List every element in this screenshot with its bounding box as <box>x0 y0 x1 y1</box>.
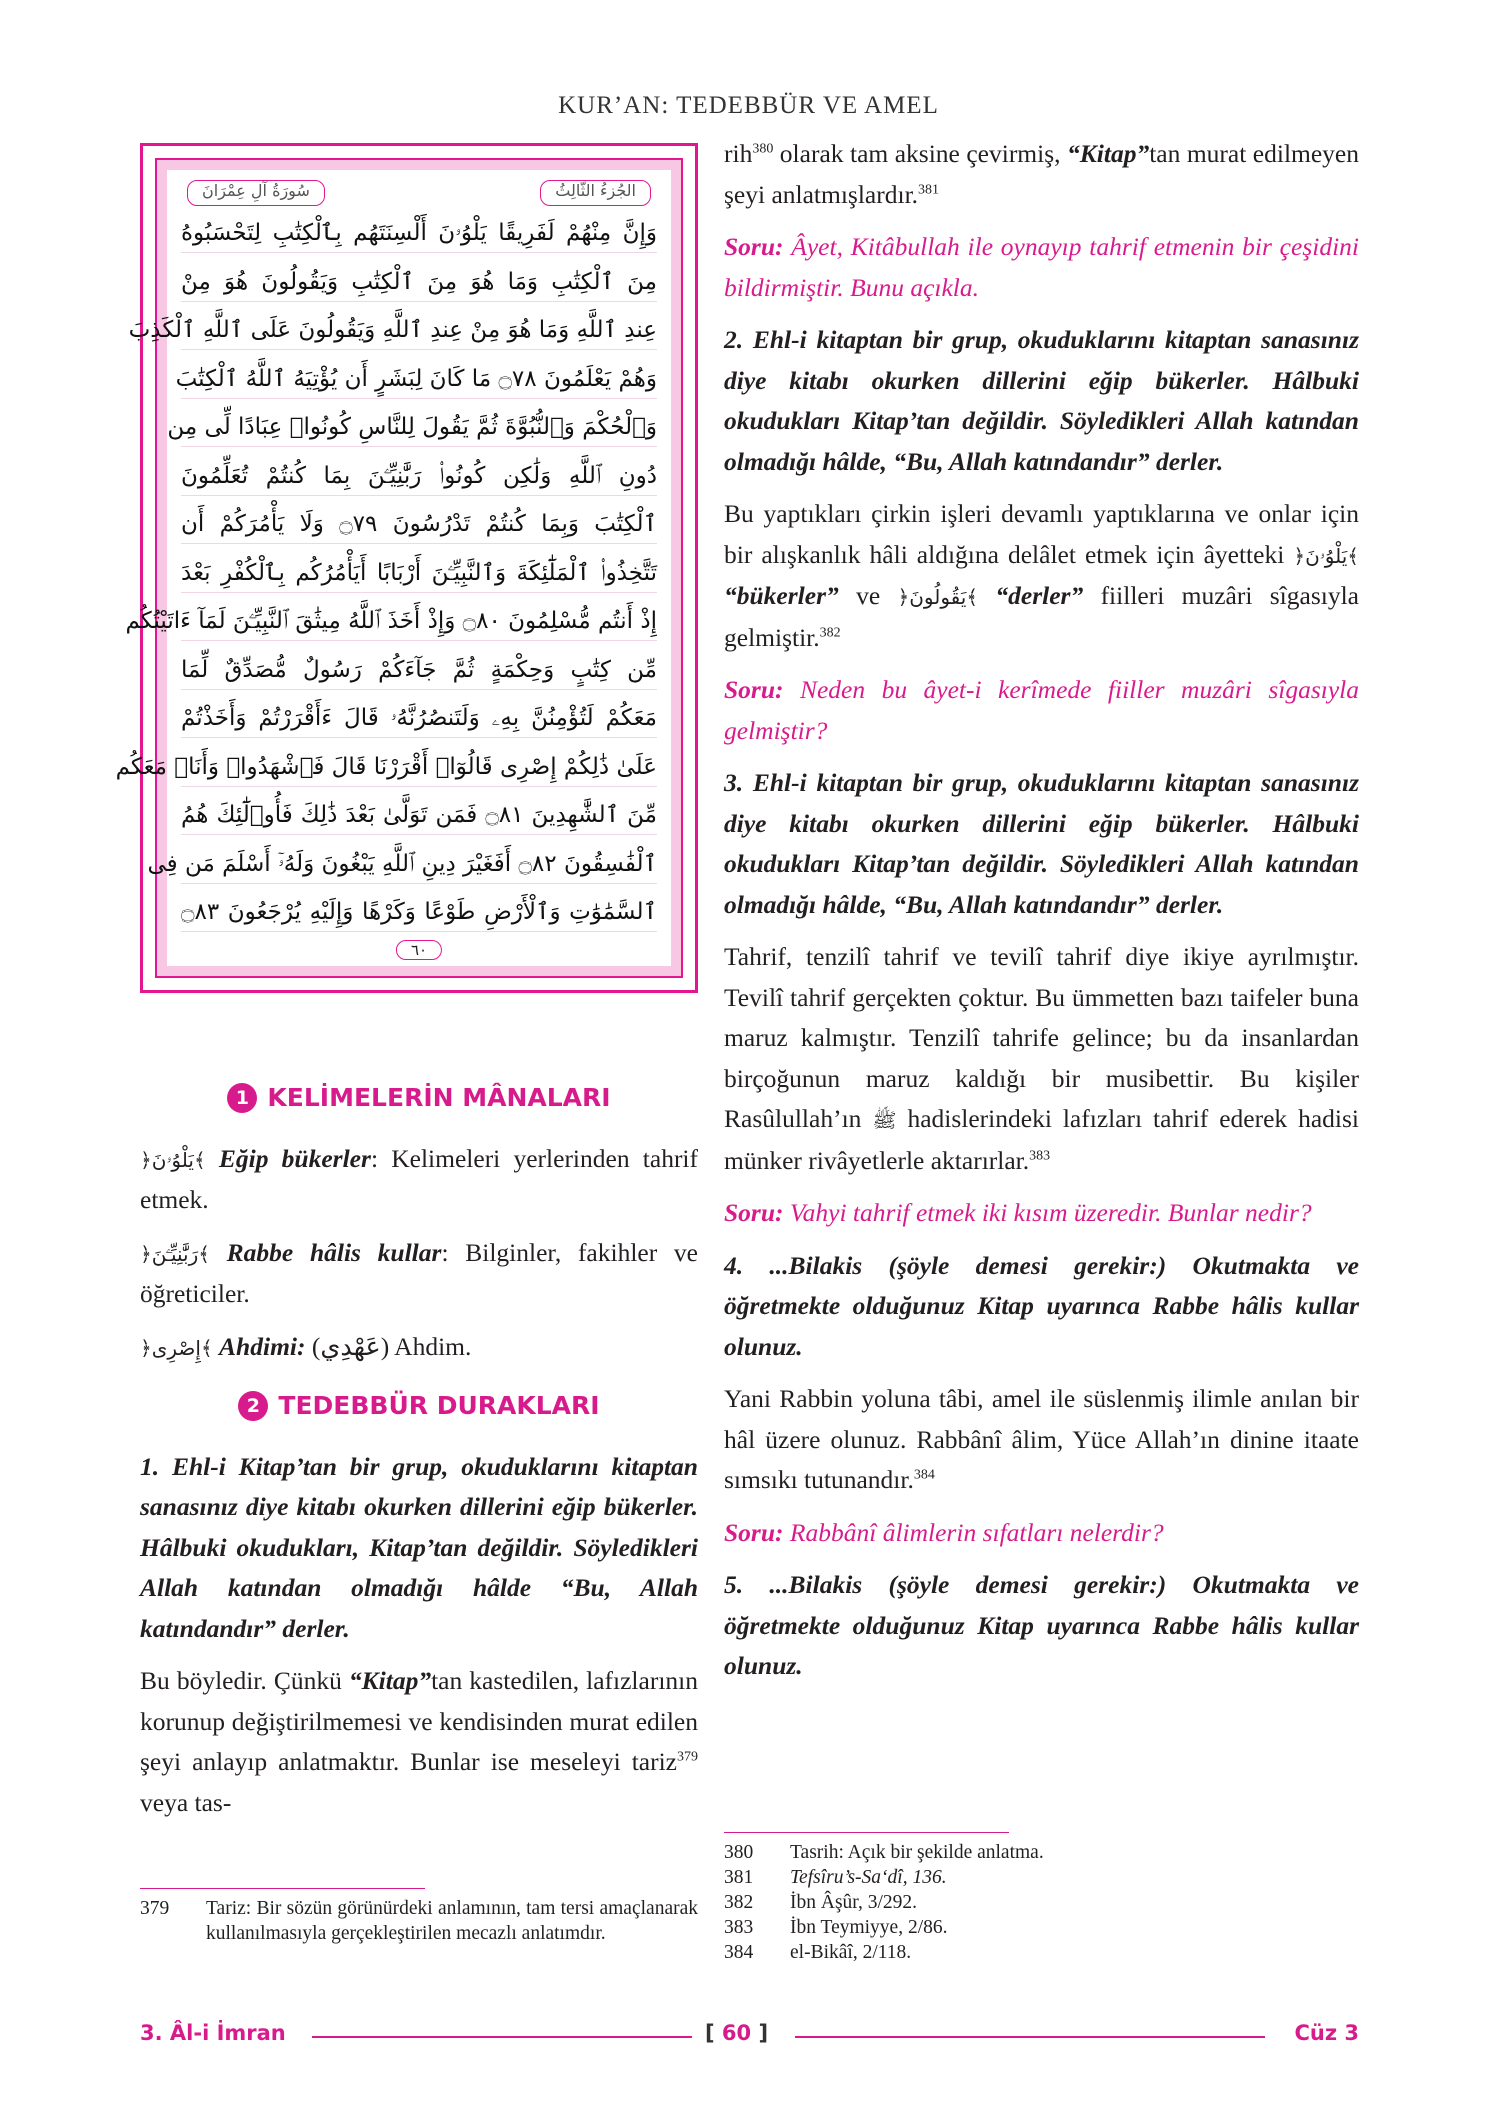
emphasis: “Kitap” <box>348 1666 432 1695</box>
footnote-number: 384 <box>724 1942 754 1963</box>
footnote <box>724 1840 1359 1865</box>
footnote <box>140 1896 698 1946</box>
footnote-text: el-Bikâî, 2/118. <box>790 1942 912 1963</box>
word-entry <box>140 1233 698 1315</box>
word-entry <box>140 1327 698 1369</box>
reflection-point: 1. Ehl-i Kitap’tan bir grup, okuduklarını kitaptan sanasınız diye kitabı okurken dillerini eğip bükerler. Hâlbuki okudukları, Kitap’tan değildir. Söyledikleri Allah katından olmadığı hâlde “Bu, Allah katındandır” derler. <box>140 1451 698 1643</box>
footnote-rule <box>140 1888 425 1889</box>
word-term: Eğip bükerler <box>218 1143 371 1173</box>
body-paragraph <box>140 1661 698 1823</box>
footnote <box>724 1940 1359 1965</box>
body-paragraph <box>724 1379 1359 1501</box>
question-label: Soru: <box>724 675 784 704</box>
body-paragraph <box>724 134 1359 215</box>
arabic-word: ﴿إِصْرِى﴾ <box>140 1335 213 1360</box>
mushaf-header <box>187 180 651 206</box>
footnotes-right <box>724 1840 1359 1965</box>
footnote-ref[interactable]: 383 <box>1029 1148 1051 1163</box>
salawat-glyph: ﷺ <box>872 1108 897 1132</box>
text: veya tas- <box>140 1787 232 1817</box>
footnote-number: 379 <box>140 1898 170 1919</box>
text: Tahrif, tenzilî tahrif ve tevilî tahrif diye ikiye ayrılmıştır. Tevilî tahrif gerçekten çoktur. Bu ümmetten bazı taifeler buna maruz kalmıştır. Tenzilî tahrife gelince; bu da insanlardan birçoğunun maruz kaldığı bir musibettir. Bu kişiler Rasûlullah’ın <box>724 942 1359 1133</box>
ayah-line: وَإِنَّ مِنْهُمْ لَفَرِيقًا يَلْوُۥنَ أَلْسِنَتَهُم بِٱلْكِتَٰبِ لِتَحْسَبُوهُ <box>181 214 657 253</box>
section-title: TEDEBBÜR DURAKLARI <box>278 1391 600 1420</box>
arabic-word: ﴿يَقُولُونَ﴾ <box>897 585 979 609</box>
word-entry <box>140 1139 698 1221</box>
text: hadislerindeki lafızları tahrif ederek hadisi münker rivâyetlerle aktarırlar. <box>724 1104 1359 1175</box>
footnote-text: Tariz: Bir sözün görünürdeki anlamının, tam tersi amaçlanarak kullanılmasıyla gerçekleştirilen mecazlı anlatımdır. <box>206 1898 698 1944</box>
emphasis: “derler” <box>978 581 1084 610</box>
bracket: ] <box>758 2021 769 2045</box>
right-column <box>724 134 1359 1699</box>
ayah-line: مَعَكُمْ لَتُؤْمِنُنَّ بِهِۦ وَلَتَنصُرُنَّهُۥ قَالَ ءَأَقْرَرْتُمْ وَأَخَذْتُمْ <box>181 699 657 738</box>
emphasis: “bükerler” <box>724 581 839 610</box>
text: Bu böyledir. Çünkü <box>140 1666 349 1695</box>
surah-label: سُورَةُ آلِ عِمْرَانَ <box>187 180 325 206</box>
ayah-line: عِندِ ٱللَّهِ وَمَا هُوَ مِنْ عِندِ ٱللَّهِ وَيَقُولُونَ عَلَى ٱللَّهِ ٱلْكَذِبَ <box>181 311 657 350</box>
mushaf-frame <box>115 160 681 976</box>
ayah-line: مِّنَ ٱلشَّٰهِدِينَ ۝٨١ فَمَن تَوَلَّىٰ بَعْدَ ذَٰلِكَ فَأُو۟لَٰٓئِكَ هُمُ <box>181 796 657 835</box>
ayah-line: ٱلْكِتَٰبَ وَبِمَا كُنتُمْ تَدْرُسُونَ ۝٧٩ وَلَا يَأْمُرَكُمْ أَن <box>181 505 657 544</box>
page-number: 60 <box>721 2021 752 2045</box>
footnotes-left <box>140 1896 698 1946</box>
text: ve <box>838 581 898 610</box>
bracket: [ <box>705 2021 715 2045</box>
ayah-line: عَلَىٰ ذَٰلِكُمْ إِصْرِى قَالُوٓا۟ أَقْرَرْنَا قَالَ فَٱشْهَدُوا۟ وَأَنَا۠ مَعَكُم <box>181 748 657 787</box>
section-heading-reflection <box>140 1386 698 1427</box>
text: tan murat edilmeyen şeyi anlatmışlardır. <box>724 139 1360 209</box>
footnote-text: Tasrih: Açık bir şekilde anlatma. <box>790 1842 1044 1863</box>
body-paragraph <box>724 937 1359 1181</box>
arabic-word: ﴿رَبَّٰنِيِّـۧنَ﴾ <box>140 1241 210 1266</box>
footnote-text: İbn Teymiyye, 2/86. <box>790 1917 948 1938</box>
text: Bu yaptıkları çirkin işleri devamlı yaptıklarına ve onlar için bir alışkanlık hâli aldığına delâlet etmek için âyetteki <box>724 499 1359 569</box>
footnote <box>724 1865 1359 1890</box>
footnote-ref[interactable]: 380 <box>752 141 774 157</box>
text: fiilleri muzâri sîgasıyla gelmiştir. <box>724 581 1359 652</box>
reflection-point: 2. Ehl-i kitaptan bir grup, okuduklarını kitaptan sanasınız diye kitabı okurken dillerini eğip bükerler. Hâlbuki okudukları Kitap’tan değildir. Söyledikleri Allah katından olmadığı hâlde, “Bu, Allah katındandır” derler. <box>724 325 1359 476</box>
question <box>724 670 1359 751</box>
body-paragraph <box>724 494 1359 658</box>
section-number-badge: 2 <box>238 1391 268 1421</box>
ayah-line: وَٱلْحُكْمَ وَٱلنُّبُوَّةَ ثُمَّ يَقُولَ لِلنَّاسِ كُونُوا۟ عِبَادًا لِّى مِن <box>181 408 657 447</box>
footnote-number: 383 <box>724 1917 754 1938</box>
page-footer <box>140 2021 1359 2051</box>
reflection-point: 3. Ehl-i kitaptan bir grup, okuduklarını kitaptan sanasınız diye kitabı okurken dillerini eğip bükerler. Hâlbuki okudukları Kitap’tan değildir. Söyledikleri Allah katından olmadığı hâlde, “Bu, Allah katındandır” derler. <box>724 768 1359 919</box>
footer-juz: Cüz 3 <box>1294 2021 1359 2045</box>
reflection-point: 5. ...Bilakis (şöyle demesi gerekir:) Okutmakta ve öğretmekte olduğunuz Kitap uyarınca Rabbe hâlis kullar olunuz. <box>724 1570 1359 1680</box>
footnote-rule <box>724 1832 1009 1833</box>
footnote-text: İbn Âşûr, 3/292. <box>790 1892 918 1913</box>
reflection-point: 4. ...Bilakis (şöyle demesi gerekir:) Okutmakta ve öğretmekte olduğunuz Kitap uyarınca Rabbe hâlis kullar olunuz. <box>724 1250 1359 1361</box>
mushaf-text <box>115 214 657 932</box>
footer-rule <box>312 2036 692 2038</box>
ayah-line: وَهُمْ يَعْلَمُونَ ۝٧٨ مَا كَانَ لِبَشَرٍ أَن يُؤْتِيَهُ ٱللَّهُ ٱلْكِتَٰبَ <box>181 360 657 399</box>
ayah-line: ٱلْفَٰسِقُونَ ۝٨٢ أَفَغَيْرَ دِينِ ٱللَّهِ يَبْغُونَ وَلَهُۥٓ أَسْلَمَ مَن فِى <box>181 845 657 884</box>
emphasis: “Kitap” <box>1067 139 1150 168</box>
word-definition: (عَهْدِي) Ahdim. <box>305 1331 472 1361</box>
footnote-number: 382 <box>724 1892 754 1913</box>
footer-surah: 3. Âl-i İmran <box>140 2021 286 2045</box>
ayah-line: ٱلسَّمَٰوَٰتِ وَٱلْأَرْضِ طَوْعًا وَكَرْهًا وَإِلَيْهِ يُرْجَعُونَ ۝٨٣ <box>181 893 657 932</box>
ayah-line: مِّن كِتَٰبٍ وَحِكْمَةٍ ثُمَّ جَآءَكُمْ رَسُولٌ مُّصَدِّقٌ لِّمَا <box>181 651 657 690</box>
word-definition: : Bilginler, fakihler ve öğreticiler. <box>140 1237 698 1308</box>
footnote-number: 380 <box>724 1842 754 1863</box>
footer-page-number <box>705 2021 768 2045</box>
left-column <box>140 1060 698 1835</box>
running-head: KUR’AN: TEDEBBÜR VE AMEL <box>558 92 939 119</box>
question-label: Soru: <box>724 1198 784 1227</box>
question-text: Rabbânî âlimlerin sıfatları nelerdir? <box>783 1517 1164 1547</box>
section-title: KELİMELERİN MÂNALARI <box>267 1083 611 1112</box>
mushaf-page <box>115 143 698 993</box>
text: rih <box>724 139 753 168</box>
question <box>724 1193 1359 1234</box>
footnote-number: 381 <box>724 1867 754 1888</box>
arabic-word: ﴿يَلْوُۥنَ﴾ <box>1293 543 1359 568</box>
footnote-ref[interactable]: 384 <box>913 1467 935 1483</box>
word-definition: : Kelimeleri yerlerinden tahrif etmek. <box>140 1143 699 1214</box>
text: olarak tam aksine çevirmiş, <box>773 139 1068 168</box>
footnote-ref[interactable]: 381 <box>918 182 940 197</box>
section-heading-meanings <box>140 1078 698 1119</box>
arabic-word: ﴿يَلْوُۥنَ﴾ <box>140 1147 206 1172</box>
section-number-badge: 1 <box>227 1083 257 1113</box>
word-term: Rabbe hâlis kullar <box>226 1237 442 1267</box>
question-text: Âyet, Kitâbullah ile oynayıp tahrif etmenin bir çeşidini bildirmiştir. Bunu açıkla. <box>724 232 1359 302</box>
juz-label: الجُزءُ الثّالِثُ <box>540 180 651 206</box>
footer-rule <box>795 2036 1265 2038</box>
footnote-text: Tefsîru’s-Sa‘dî, 136. <box>790 1867 947 1888</box>
question-label: Soru: <box>724 232 784 261</box>
ayah-line: إِذْ أَنتُم مُّسْلِمُونَ ۝٨٠ وَإِذْ أَخَذَ ٱللَّهُ مِيثَٰقَ ٱلنَّبِيِّـۧنَ لَمَآ ءَاتَيْتُكُم <box>181 602 657 641</box>
mushaf-page-number: ٦٠ <box>396 940 442 960</box>
question <box>724 1513 1359 1554</box>
question-text: Vahyi tahrif etmek iki kısım üzeredir. Bunlar nedir? <box>783 1198 1312 1227</box>
text: tan kastedilen, lafızlarının korunup değiştirilmemesi ve kendisinden murat edilen şeyi anlayıp anlatmaktır. Bunlar ise meseleyi tariz <box>140 1666 698 1776</box>
ayah-line: دُونِ ٱللَّهِ وَلَٰكِن كُونُوا۟ رَبَّٰنِيِّـۧنَ بِمَا كُنتُمْ تُعَلِّمُونَ <box>181 457 657 496</box>
footnote-ref[interactable]: 379 <box>677 1749 698 1765</box>
ayah-line: مِنَ ٱلْكِتَٰبِ وَمَا هُوَ مِنَ ٱلْكِتَٰبِ وَيَقُولُونَ هُوَ مِنْ <box>181 263 657 302</box>
ayah-line: تَتَّخِذُوا۟ ٱلْمَلَٰٓئِكَةَ وَٱلنَّبِيِّـۧنَ أَرْبَابًا أَيَأْمُرُكُم بِٱلْكُفْرِ بَعْدَ <box>181 554 657 593</box>
question-text: Neden bu âyet-i kerîmede fiiller muzâri sîgasıyla gelmiştir? <box>724 675 1359 745</box>
question <box>724 227 1359 308</box>
footnote <box>724 1915 1359 1940</box>
footnote-ref[interactable]: 382 <box>819 625 841 640</box>
question-label: Soru: <box>724 1517 784 1547</box>
footnote <box>724 1890 1359 1915</box>
text: Yani Rabbin yoluna tâbi, amel ile süslenmiş ilimle anılan bir hâl üzere olunuz. Rabbânî âlim, Yüce Allah’ın dinine itaate sımsıkı tutunandır. <box>724 1384 1359 1494</box>
word-term: Ahdimi: <box>219 1331 306 1361</box>
